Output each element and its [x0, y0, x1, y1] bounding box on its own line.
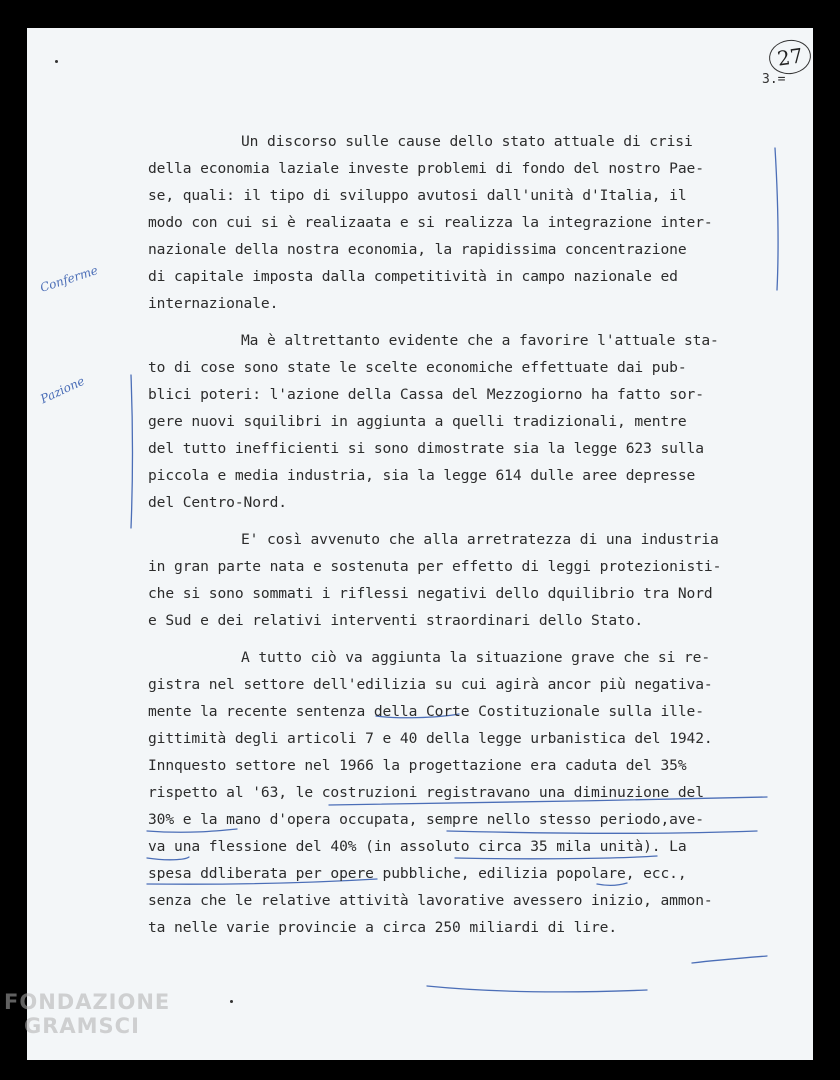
- text-line: E' così avvenuto che alla arretratezza di una industria: [241, 531, 719, 548]
- paragraph-2: [148, 327, 788, 516]
- document-page: [27, 28, 813, 1060]
- sheet-number: 3.=: [762, 72, 786, 87]
- fondazione-gramsci-watermark: [4, 990, 170, 1038]
- text-line: 30% e la mano d'opera occupata, sempre nello stesso periodo,ave-: [148, 811, 704, 828]
- text-line: della economia laziale investe problemi di fondo del nostro Pae-: [148, 160, 704, 177]
- text-line: Ma è altrettanto evidente che a favorire l'attuale sta-: [241, 332, 719, 349]
- text-line: in gran parte nata e sostenuta per effetto di leggi protezionisti-: [148, 558, 722, 575]
- paragraph-3: [148, 526, 788, 634]
- margin-note-2: Pazione: [38, 373, 87, 407]
- text-line: rispetto al '63, le costruzioni registravano una diminuzione del: [148, 784, 704, 801]
- typed-letter-body: [148, 128, 788, 951]
- margin-bracket-left: [131, 375, 133, 528]
- text-line: gere nuovi squilibri in aggiunta a quelli tradizionali, mentre: [148, 413, 687, 430]
- text-line: modo con cui si è realizaata e si realizza la integrazione inter-: [148, 214, 713, 231]
- text-line: Innquesto settore nel 1966 la progettazione era caduta del 35%: [148, 757, 687, 774]
- underline-250: [427, 956, 767, 992]
- text-line: Un discorso sulle cause dello stato attuale di crisi: [241, 133, 693, 150]
- text-line: internazionale.: [148, 295, 279, 312]
- page-number-circle: 27: [767, 37, 813, 77]
- watermark-line-2: GRAMSCI: [24, 1014, 140, 1038]
- paper-speck: [230, 1000, 233, 1003]
- paragraph-4: [148, 644, 788, 941]
- text-line: se, quali: il tipo di sviluppo avutosi dall'unità d'Italia, il: [148, 187, 687, 204]
- margin-note-1: Conferme: [38, 263, 100, 295]
- text-line: gittimità degli articoli 7 e 40 della legge urbanistica del 1942.: [148, 730, 713, 747]
- text-line: del Centro-Nord.: [148, 494, 287, 511]
- text-line: ta nelle varie provincie a circa 250 miliardi di lire.: [148, 919, 618, 936]
- text-line: di capitale imposta dalla competitività in campo nazionale ed: [148, 268, 678, 285]
- text-line: del tutto inefficienti si sono dimostrate sia la legge 623 sulla: [148, 440, 704, 457]
- text-line: blici poteri: l'azione della Cassa del Mezzogiorno ha fatto sor-: [148, 386, 704, 403]
- paper-speck: [55, 60, 58, 63]
- text-line: gistra nel settore dell'edilizia su cui agirà ancor più negativa-: [148, 676, 713, 693]
- text-line: senza che le relative attività lavorative avessero inizio, ammon-: [148, 892, 713, 909]
- watermark-line-1: FONDAZIONE: [4, 990, 171, 1014]
- text-line: mente la recente sentenza della Corte Costituzionale sulla ille-: [148, 703, 704, 720]
- paragraph-1: [148, 128, 788, 317]
- text-line: e Sud e dei relativi interventi straordinari dello Stato.: [148, 612, 644, 629]
- text-line: to di cose sono state le scelte economiche effettuate dai pub-: [148, 359, 687, 376]
- text-line: piccola e media industria, sia la legge 614 dulle aree depresse: [148, 467, 696, 484]
- text-line: spesa ddliberata per opere pubbliche, edilizia popolare, ecc.,: [148, 865, 687, 882]
- text-line: va una flessione del 40% (in assoluto circa 35 mila unità). La: [148, 838, 687, 855]
- text-line: nazionale della nostra economia, la rapidissima concentrazione: [148, 241, 687, 258]
- text-line: che si sono sommati i riflessi negativi dello dquilibrio tra Nord: [148, 585, 713, 602]
- text-line: A tutto ciò va aggiunta la situazione grave che si re-: [241, 649, 711, 666]
